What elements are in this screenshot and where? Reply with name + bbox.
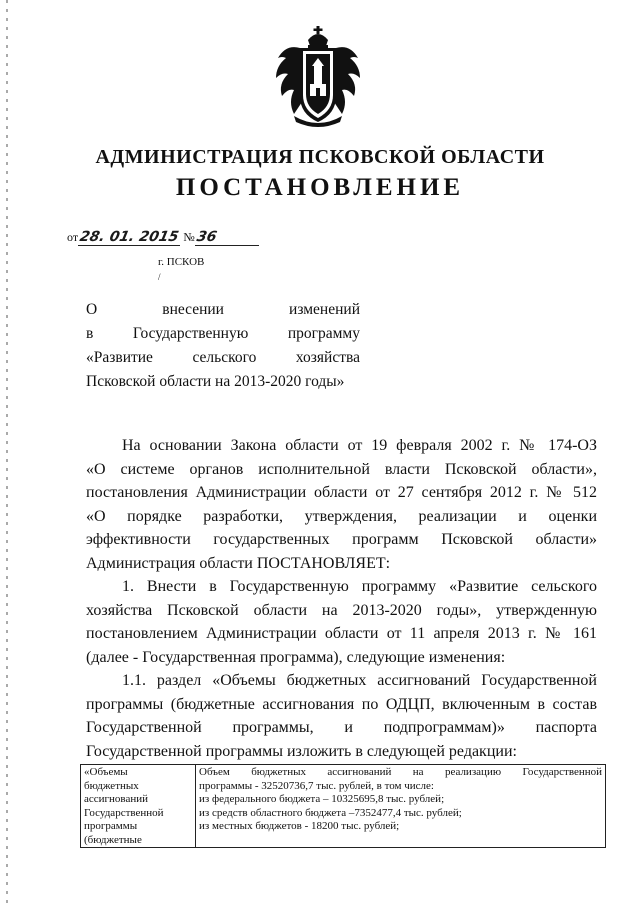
- cell-line: бюджетных: [84, 779, 139, 792]
- organization-title: АДМИНИСТРАЦИЯ ПСКОВСКОЙ ОБЛАСТИ: [95, 146, 545, 168]
- paragraph-1-line: «О порядке разработки, утверждения, реализации и оценки: [86, 507, 597, 525]
- paragraph-3-line: программы (бюджетные ассигнования по ОДЦП, включенным в состав: [86, 695, 597, 713]
- date-field: [78, 229, 180, 246]
- cell-line: из местных бюджетов - 18200 тыс. рублей;: [199, 820, 400, 832]
- subject-word: в: [86, 325, 94, 342]
- subject-line-3: [86, 346, 360, 370]
- subject-line-1: [86, 298, 360, 322]
- handwritten-mark: /: [158, 272, 161, 282]
- paragraph-3-line: 1.1. раздел «Объемы бюджетных ассигнований Государственной: [122, 672, 597, 689]
- paragraph-1-line: «О системе органов исполнительной власти Псковской области»,: [86, 460, 597, 478]
- date-number-line: [67, 229, 259, 246]
- paragraph-2-line: (далее - Государственная программа), следующие изменения:: [86, 648, 506, 666]
- cell-line: (бюджетные: [84, 833, 142, 846]
- date-value: 28. 01. 2015: [78, 229, 181, 245]
- number-prefix: №: [183, 230, 195, 244]
- city-label: г. ПСКОВ: [158, 256, 205, 268]
- subject-word: О: [86, 301, 98, 318]
- subject-word: Государственную: [132, 325, 249, 342]
- table-cell-value: [196, 765, 606, 848]
- table-row: [81, 765, 606, 848]
- subject-block: [86, 298, 360, 394]
- paragraph-2-line: постановлением Администрации области от 11 апреля 2013 г. № 161: [86, 625, 597, 642]
- cell-line: ассигнований: [84, 793, 149, 805]
- passport-table: [80, 764, 606, 848]
- cell-line: Государственной: [84, 806, 164, 819]
- paragraph-1-line: Администрация области ПОСТАНОВЛЯЕТ:: [86, 554, 391, 572]
- cell-line: из федерального бюджета – 10325695,8 тыс. рублей;: [199, 793, 445, 805]
- subject-word: внесении: [162, 301, 224, 318]
- subject-word: хозяйства: [295, 349, 360, 366]
- paragraph-1-line: постановления Администрации области от 27 сентября 2012 г. № 512: [86, 484, 597, 501]
- subject-word: сельского: [192, 349, 257, 366]
- number-field: [195, 229, 259, 246]
- subject-line-2: [86, 322, 360, 346]
- number-value: 36: [195, 229, 219, 245]
- paragraph-3-line: Государственной программы, и подпрограммам)» паспорта: [86, 719, 597, 736]
- cell-line: из средств областного бюджета –7352477,4 тыс. рублей;: [199, 806, 462, 819]
- cell-line: программы: [84, 820, 138, 832]
- cell-line: программы - 32520736,7 тыс. рублей, в том числе:: [199, 779, 434, 792]
- subject-word: «Развитие: [86, 349, 153, 366]
- paragraph-1-line: На основании Закона области от 19 февраля 2002 г. № 174-ОЗ: [122, 437, 597, 454]
- cell-line: «Объемы: [84, 766, 128, 778]
- cell-line: Объем бюджетных ассигнований на реализацию Государственной: [199, 766, 602, 778]
- scan-edge: [6, 0, 8, 905]
- body-text: [86, 434, 597, 763]
- subject-word: программу: [287, 325, 360, 342]
- document-type-title: ПОСТАНОВЛЕНИЕ: [175, 174, 465, 201]
- subject-word: изменений: [289, 301, 360, 318]
- paragraph-1-line: эффективности государственных программ Псковской области»: [86, 531, 597, 548]
- subject-line-4: Псковской области на 2013-2020 годы»: [86, 373, 345, 390]
- paragraph-2-line: хозяйства Псковской области на 2013-2020 годы», утвержденную: [86, 601, 597, 619]
- table-cell-label: [81, 765, 196, 848]
- date-prefix: от: [67, 230, 79, 244]
- paragraph-3-line: Государственной программы изложить в следующей редакции:: [86, 742, 517, 760]
- pskov-coat-of-arms-icon: [272, 26, 364, 128]
- paragraph-2-line: 1. Внести в Государственную программу «Развитие сельского: [122, 578, 597, 595]
